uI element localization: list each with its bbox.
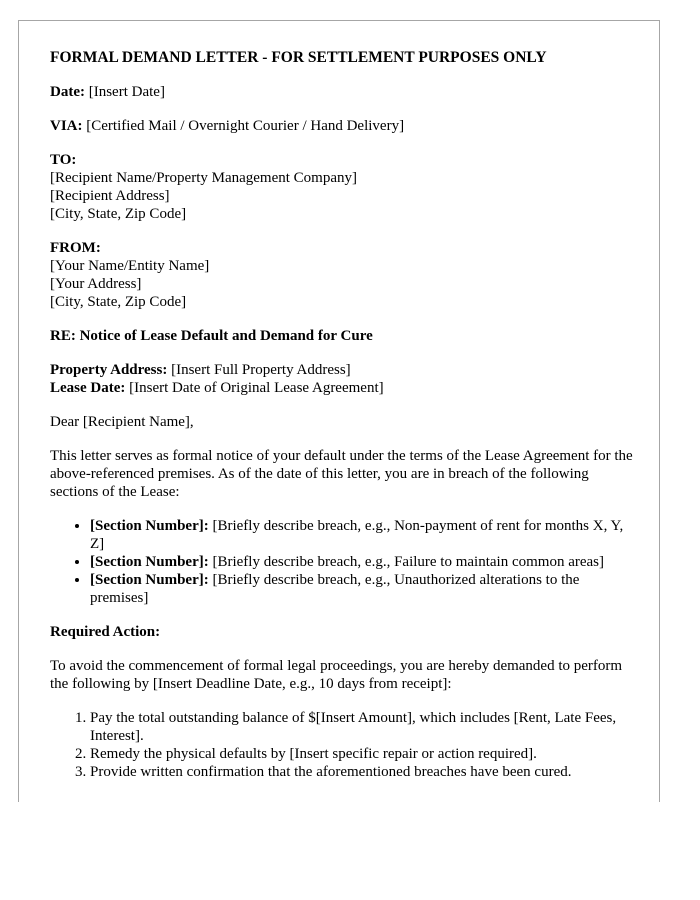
salutation: Dear [Recipient Name], (50, 414, 194, 430)
from-line: [Your Address] (50, 276, 142, 292)
property-address-value: [Insert Full Property Address] (167, 362, 351, 378)
from-label: FROM: (50, 240, 101, 256)
from-block (50, 239, 640, 311)
via-label: VIA: (50, 118, 83, 134)
list-item: 1. Pay the total outstanding balance of $[Insert Amount], which includes [Rent, Late Fees, Interest]. (90, 709, 640, 745)
list-item (90, 571, 640, 607)
re-line (50, 327, 640, 345)
to-label: TO: (50, 152, 77, 168)
required-action-heading-text: Required Action: (50, 624, 161, 640)
date-value: [Insert Date] (84, 84, 165, 100)
date-line (50, 83, 640, 101)
breach-section-label: [Section Number]: (90, 554, 209, 570)
intro-paragraph: This letter serves as formal notice of your default under the terms of the Lease Agreement for the above-referenced premises. As of the date of this letter, you are in breach of the following sections of the Lease: (50, 448, 633, 500)
list-item: 3. Provide written confirmation that the aforementioned breaches have been cured. (90, 763, 640, 781)
breach-description: [Briefly describe breach, e.g., Unauthorized alterations to the premises] (90, 572, 580, 606)
lease-date-line (50, 379, 640, 397)
property-address-label: Property Address: (50, 362, 168, 378)
list-item (90, 553, 640, 571)
lease-date-value: [Insert Date of Original Lease Agreement] (125, 380, 384, 396)
via-line (50, 117, 640, 135)
property-address-line (50, 361, 640, 379)
list-item: 2. Remedy the physical defaults by [Insert specific repair or action required]. (90, 745, 640, 763)
via-value: [Certified Mail / Overnight Courier / Hand Delivery] (82, 118, 405, 134)
property-block (50, 361, 640, 397)
breach-description: [Briefly describe breach, e.g., Failure to maintain common areas] (208, 554, 605, 570)
to-line: [Recipient Address] (50, 188, 170, 204)
required-action-intro: To avoid the commencement of formal legal proceedings, you are hereby demanded to perform the following by [Insert Deadline Date, e.g., 10 days from receipt]: (50, 658, 623, 692)
from-line: [City, State, Zip Code] (50, 294, 187, 310)
breach-list (50, 517, 640, 607)
letter-page (18, 20, 660, 802)
action-list (50, 709, 640, 781)
letter-content (50, 49, 640, 781)
to-block (50, 151, 640, 223)
to-line: [Recipient Name/Property Management Company] (50, 170, 357, 186)
required-action-heading (50, 623, 640, 641)
list-item (90, 517, 640, 553)
breach-description: [Briefly describe breach, e.g., Non-payment of rent for months X, Y, Z] (90, 518, 624, 552)
from-line: [Your Name/Entity Name] (50, 258, 210, 274)
breach-section-label: [Section Number]: (90, 572, 209, 588)
to-line: [City, State, Zip Code] (50, 206, 187, 222)
lease-date-label: Lease Date: (50, 380, 126, 396)
re-subject: RE: Notice of Lease Default and Demand for Cure (50, 328, 373, 344)
breach-section-label: [Section Number]: (90, 518, 209, 534)
date-label: Date: (50, 84, 85, 100)
letter-title: FORMAL DEMAND LETTER - FOR SETTLEMENT PURPOSES ONLY (50, 49, 547, 66)
